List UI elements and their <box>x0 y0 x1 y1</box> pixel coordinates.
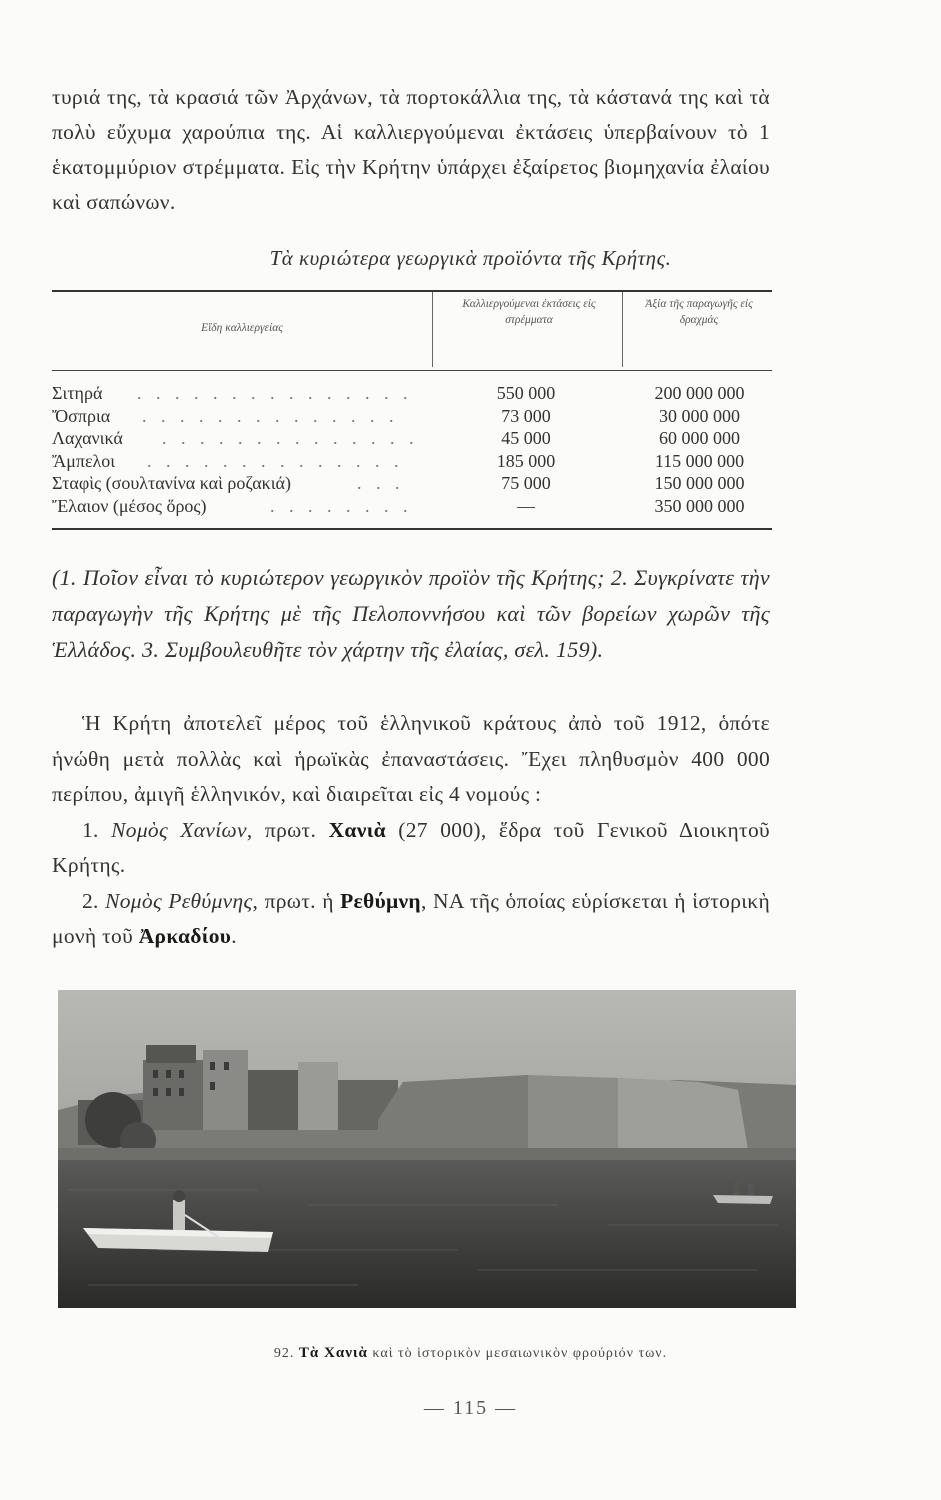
table-row <box>52 450 772 473</box>
row-area: 550 000 <box>496 383 556 403</box>
table-row <box>52 495 772 518</box>
row-name: Σιτηρά <box>52 383 103 403</box>
row-area: 75 000 <box>501 473 551 494</box>
leader-dots: . . . . . . . . . . . . . . . <box>137 383 413 403</box>
row-area: 73 000 <box>501 405 551 426</box>
crete-intro <box>52 706 770 813</box>
leader-dots: . . . . . . . . . . . . . . <box>142 405 399 426</box>
item-text: , πρωτ. <box>246 817 329 842</box>
header-kind: Εἴδη καλλιεργείας <box>201 322 283 334</box>
figure-caption <box>0 1345 941 1362</box>
row-value: 115 000 000 <box>654 450 745 471</box>
table-row <box>52 405 772 428</box>
item-text: . <box>231 924 237 948</box>
item-text: (27 000), ἕδρα τοῦ Γενικοῦ Διοικητοῦ Κρήτης. <box>52 817 770 877</box>
leader-dots: . . . . . . . . . . . . . . <box>162 428 419 449</box>
item-text: , πρωτ. ἡ <box>252 888 341 913</box>
row-value: 350 000 000 <box>654 495 745 516</box>
capital-name: Χανιὰ <box>328 817 386 842</box>
header-rule <box>52 370 772 371</box>
prefecture-name: Νομὸς Χανίων <box>111 817 247 842</box>
figure-text: καὶ τὸ ἱστορικὸν μεσαιωνικὸν φρούριόν των. <box>372 1346 668 1361</box>
leader-dots: . . . <box>357 473 405 494</box>
monastery-name: Ἀρκαδίου <box>138 924 232 948</box>
prefecture-item-2 <box>52 884 770 955</box>
row-name: Λαχανικά <box>52 428 123 449</box>
column-divider <box>622 292 623 367</box>
table-body <box>52 382 772 518</box>
intro-paragraph: τυριά της, τὰ κρασιά τῶν Ἀρχάνων, τὰ πορτοκάλλια της, τὰ κάστανά της καὶ τὰ πολὺ εὔχυμα χαρούπια της. Αἱ καλλιεργούμεναι ἐκτάσεις ὑπερβαίνουν τὸ 1 ἑκατομμύριον στρέμματα. Εἰς τὴν Κρήτην ὑπάρχει ἐξαίρετος βιομηχανία ἐλαίου καὶ σαπώνων. <box>52 85 770 214</box>
row-value: 200 000 000 <box>654 383 745 403</box>
row-name: Ὄσπρια <box>52 405 111 426</box>
table-row <box>52 427 772 450</box>
table-bottom-rule <box>52 528 772 530</box>
crete-intro-text: Ἡ Κρήτη ἀποτελεῖ μέρος τοῦ ἑλληνικοῦ κράτους ἀπὸ τοῦ 1912, ὁπότε ἡνώθη μετὰ πολλὰς καὶ ἡρωϊκὰς ἐπαναστάσεις. Ἔχει πληθυσμὸν 400 000 περίπου, ἀμιγῆ ἑλληνικόν, καὶ διαιρεῖται εἰς 4 νομούς : <box>52 711 770 806</box>
capital-name: Ρεθύμνη <box>340 888 421 913</box>
column-divider <box>432 292 433 367</box>
leader-dots: . . . . . . . . <box>270 495 413 516</box>
row-area: — <box>517 495 535 516</box>
table-top-rule <box>52 290 772 292</box>
table-title: Τὰ κυριώτερα γεωργικὰ προϊόντα τῆς Κρήτης. <box>269 246 672 270</box>
row-name: Σταφὶς (σουλτανίνα καὶ ροζακιά) <box>52 473 291 494</box>
figure-place: Τὰ Χανιὰ <box>298 1345 368 1361</box>
row-area: 45 000 <box>501 428 551 449</box>
prefecture-name: Νομὸς Ρεθύμνης <box>105 888 253 913</box>
item-number: 1. <box>82 817 112 842</box>
table-row <box>52 472 772 495</box>
row-area: 185 000 <box>496 450 556 471</box>
table-row <box>52 382 772 405</box>
row-value: 60 000 000 <box>659 428 740 449</box>
page-number: — 115 — <box>423 1397 518 1419</box>
row-value: 150 000 000 <box>654 473 745 494</box>
leader-dots: . . . . . . . . . . . . . . <box>147 450 404 471</box>
item-number: 2. <box>82 888 106 913</box>
row-name: Ἄμπελοι <box>52 450 116 471</box>
row-name: Ἔλαιον (μέσος ὅρος) <box>52 495 207 516</box>
prefecture-item-1 <box>52 813 770 884</box>
main-paragraph <box>52 706 770 955</box>
header-area: Καλλιεργούμεναι ἐκτάσεις εἰς στρέμματα <box>462 298 596 326</box>
item-text: , ΝΑ τῆς ὁποίας εὑρίσκεται ἡ ἱστορικὴ μονὴ τοῦ <box>52 888 770 948</box>
chania-fortress-photo <box>58 990 796 1308</box>
products-table <box>52 290 772 530</box>
review-questions: (1. Ποῖον εἶναι τὸ κυριώτερον γεωργικὸν προϊὸν τῆς Κρήτης; 2. Συγκρίνατε τὴν παραγωγὴν τῆς Κρήτης μὲ τῆς Πελοποννήσου καὶ τῶν βορείων χωρῶν τῆς Ἑλλάδος. 3. Συμβουλευθῆτε τὸν χάρτην τῆς ἐλαίας, σελ. 159). <box>52 565 770 662</box>
figure-number: 92. <box>273 1346 295 1361</box>
header-value: Ἀξία τῆς παραγωγῆς εἰς δραχμάς <box>645 298 753 326</box>
row-value: 30 000 000 <box>659 405 740 426</box>
